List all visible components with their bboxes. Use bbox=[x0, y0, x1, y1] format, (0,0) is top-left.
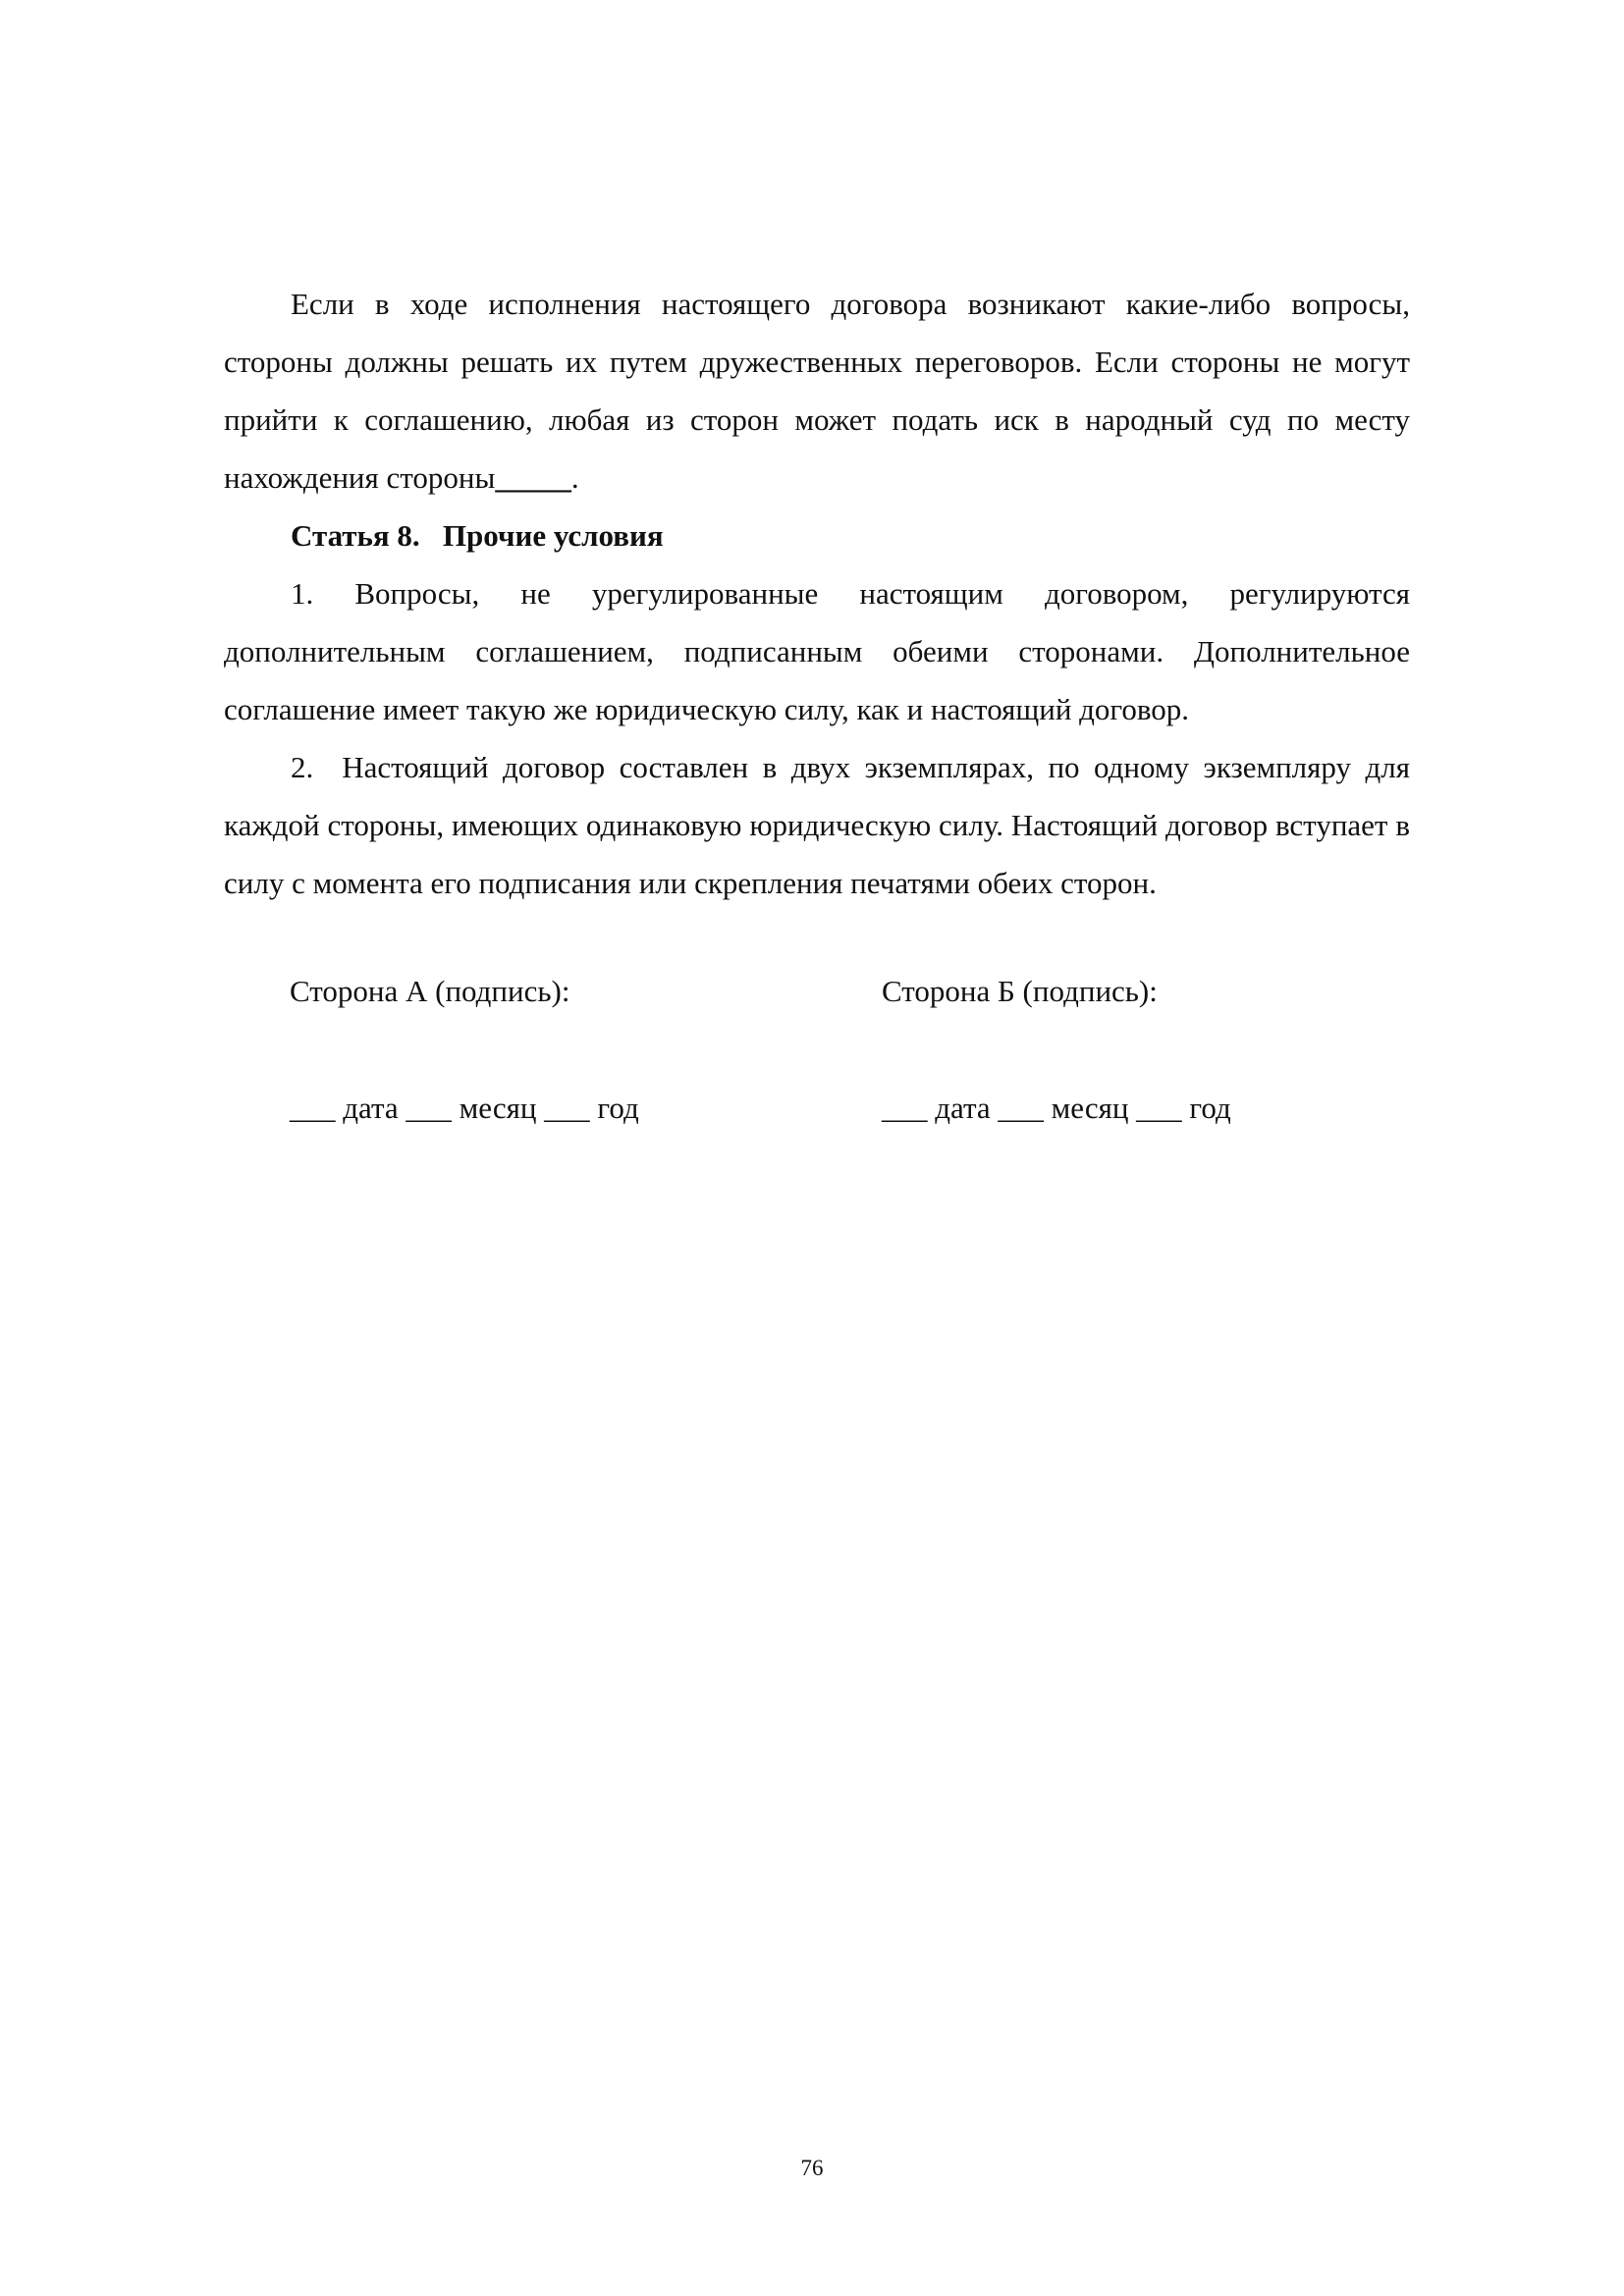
contract-body bbox=[224, 275, 1418, 912]
article-8-item-2: 2. Настоящий договор составлен в двух экземплярах, по одному экземпляру для каждой стороны, имеющих одинаковую юридическую силу. Настоящий договор вступает в силу с момента его подписания или скрепления печатями обеих сторон. bbox=[224, 750, 1418, 900]
dispute-resolution-text: Если в ходе исполнения настоящего договора возникают какие-либо вопросы, стороны должны решать их путем дружественных переговоров. Если стороны не могут прийти к соглашению, любая из сторон может подать иск в народный суд по месту нахождения стороны bbox=[224, 287, 1410, 495]
party-b-date-line: ___ дата ___ месяц ___ год bbox=[882, 1091, 1231, 1125]
party-blank: _____ bbox=[495, 460, 571, 495]
party-b-signature-label: Сторона Б (подпись): bbox=[882, 974, 1158, 1008]
paragraph-end-punctuation: . bbox=[570, 460, 579, 495]
party-a-date-line: ___ дата ___ месяц ___ год bbox=[290, 1091, 639, 1125]
article-8-item-1: 1. Вопросы, не урегулированные настоящим договором, регулируются дополнительным соглашением, подписанным обеими сторонами. Дополнительное соглашение имеет такую же юридическую силу, как и настоящий договор. bbox=[224, 576, 1410, 726]
party-a-signature-label: Сторона А (подпись): bbox=[290, 974, 570, 1008]
article-8-heading: Статья 8. Прочие условия bbox=[291, 518, 664, 553]
page-number: 76 bbox=[800, 2156, 824, 2180]
dispute-resolution-paragraph bbox=[224, 275, 1410, 507]
